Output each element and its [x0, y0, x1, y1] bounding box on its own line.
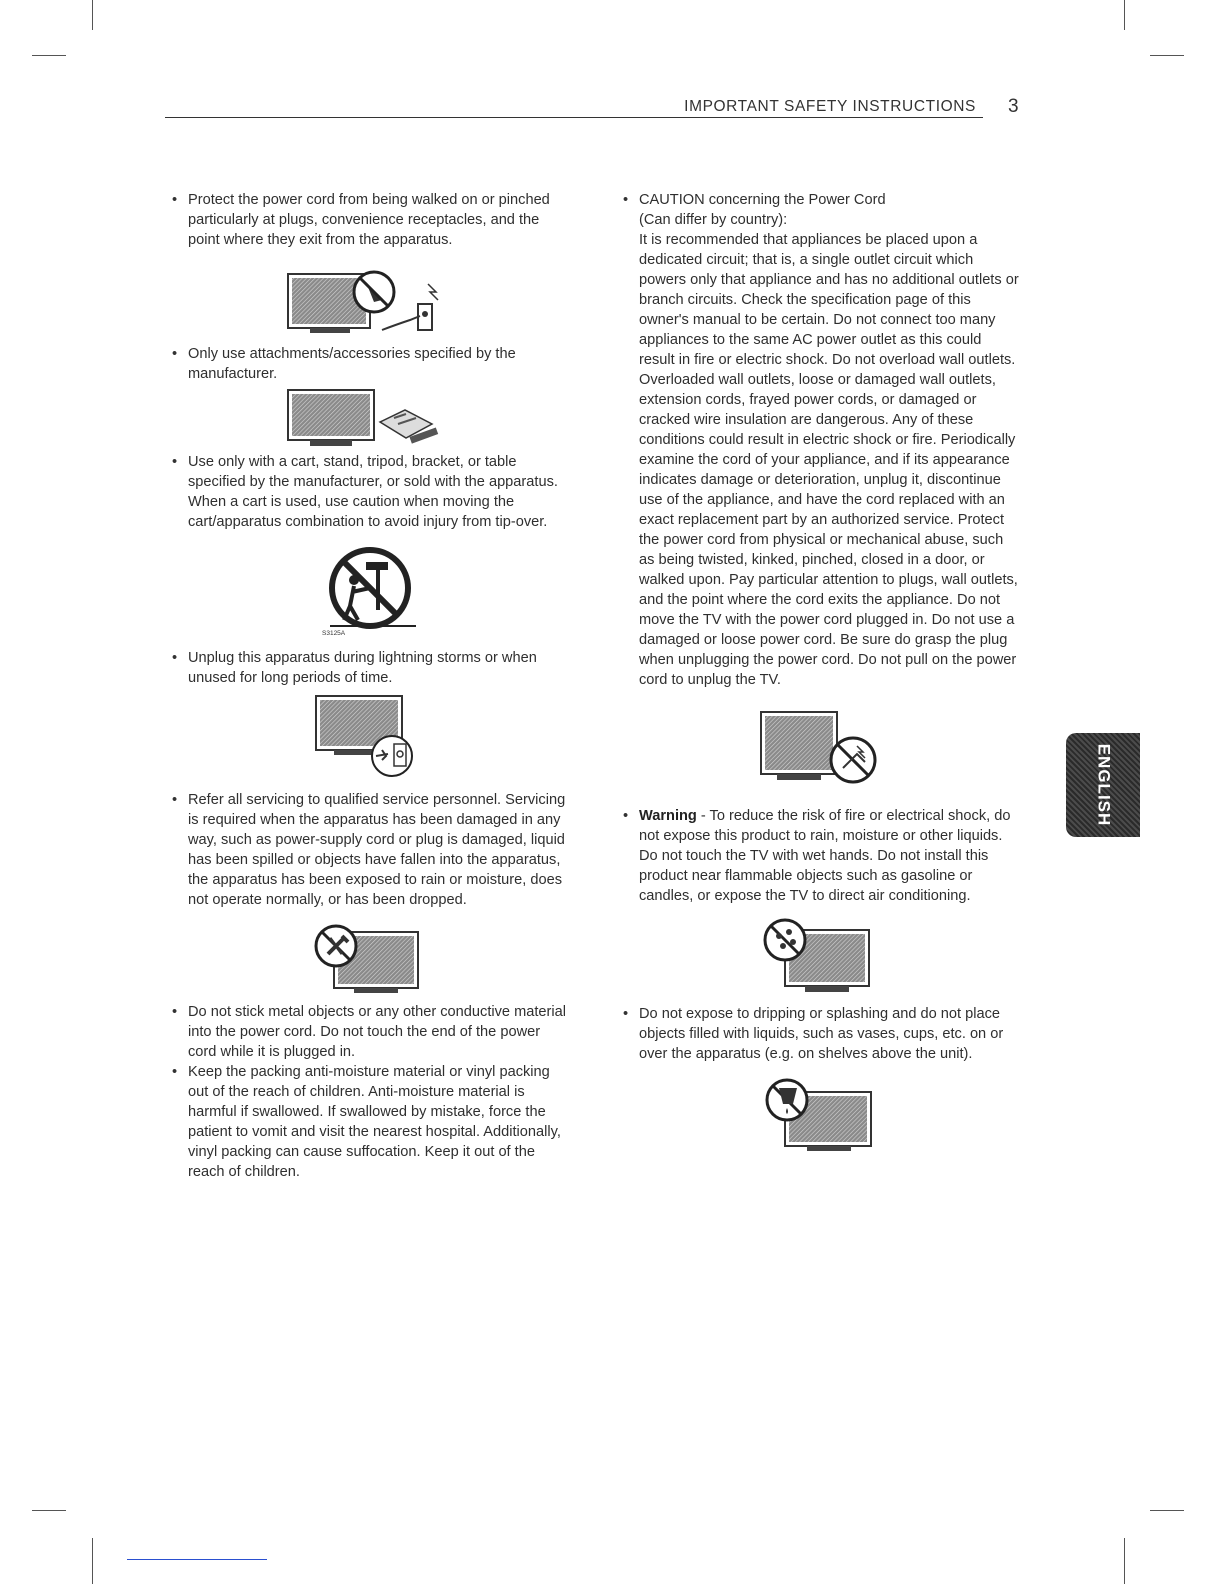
tv-stepped-cord-illustration-icon — [170, 270, 570, 340]
left-column — [170, 190, 570, 1182]
item-text: Only use attachments/accessories specified by the manufacturer. — [188, 346, 516, 382]
crop-mark — [92, 0, 93, 30]
item-text: Do not stick metal objects or any other conductive material into the power cord. Do not touch the end of the power cord while it is plugged in. — [188, 1004, 566, 1060]
list-item — [170, 790, 570, 910]
list-item — [170, 344, 570, 384]
bottom-rule — [127, 1559, 267, 1560]
item-text: Unplug this apparatus during lightning storms or when unused for long periods of time. — [188, 650, 537, 686]
crop-mark — [1124, 1538, 1125, 1584]
warning-label: Warning — [639, 808, 697, 824]
right-column — [621, 190, 1021, 1154]
crop-mark — [32, 55, 66, 56]
unplug-lightning-illustration-icon — [170, 694, 570, 784]
caution-title: • CAUTION concerning the Power Cord — [639, 192, 886, 208]
item-text: Refer all servicing to qualified service personnel. Servicing is required when the apparatus has been damaged in any way, such as power-supply cord or plug is damaged, liquid has been spilled or objects have fallen into the apparatus, the apparatus has been exposed to rain or moisture, does not operate normally, or has been dropped. — [188, 792, 566, 908]
no-self-servicing-icon — [170, 924, 570, 998]
item-text: Keep the packing anti-moisture material or vinyl packing out of the reach of children. Anti-moisture material is harmful if swallowed. If swallowed by mistake, force the patient to vomit and visit the nearest hospital. Additionally, vinyl packing can cause suffocation. Keep it out of the reach of children. — [188, 1064, 561, 1180]
no-overload-outlet-icon — [621, 710, 1021, 800]
cart-tipover-warning-icon — [170, 544, 570, 640]
caution-body: It is recommended that appliances be placed upon a dedicated circuit; that is, a single outlet circuit which powers only that appliance and has no additional outlets or branch circuits. Check the specification page of this owner's manual to be certain. Do not connect too many appliances to the same AC power outlet as this could result in fire or electric shock. Do not overload wall outlets. Overloaded wall outlets, loose or damaged wall outlets, extension cords, frayed power cords, or damaged or cracked wire insulation are dangerous. Any of these conditions could result in electric shock or fire. Periodically examine the cord of your appliance, and if its appearance indicates damage or deterioration, unplug it, discontinue use of the appliance, and have the cord replaced with an exact replacement part by an authorized service. Protect the power cord from physical or mechanical abuse, such as being twisted, kinked, pinched, closed in a door, or walked upon. Pay particular attention to plugs, wall outlets, and the point where the cord exits the appliance. Do not move the TV with the power cord plugged in. Do not use a damaged or loose power cord. Be sure do grasp the plug when unplugging the power cord. Do not pull on the power cord to unplug the TV. — [639, 232, 1019, 688]
no-liquid-vase-icon — [621, 1074, 1021, 1154]
warning-text: - To reduce the risk of fire or electrical shock, do not expose this product to rain, moisture or other liquids. Do not touch the TV with wet hands. Do not install this product near flammable objects such as gasoline or candles, or expose the TV to direct air conditioning. — [639, 808, 1011, 904]
crop-mark — [92, 1538, 93, 1584]
crop-mark — [32, 1510, 66, 1511]
warning-item — [621, 806, 1021, 906]
list-item — [170, 190, 570, 250]
list-item — [170, 1002, 570, 1062]
crop-mark — [1150, 55, 1184, 56]
list-item — [170, 452, 570, 532]
language-tab — [1066, 733, 1140, 837]
list-item — [170, 648, 570, 688]
page-title: IMPORTANT SAFETY INSTRUCTIONS — [684, 98, 976, 115]
caution-item — [621, 190, 1021, 690]
item-text: Protect the power cord from being walked on or pinched particularly at plugs, convenience receptacles, and the point where they exit from the apparatus. — [188, 192, 550, 248]
crop-mark — [1150, 1510, 1184, 1511]
list-item — [170, 1062, 570, 1182]
page-number: 3 — [1008, 96, 1019, 117]
header-rule — [165, 117, 983, 118]
no-rain-moisture-icon — [621, 918, 1021, 996]
cart-code: S3125A — [322, 630, 346, 637]
dripping-text: Do not expose to dripping or splashing and do not place objects filled with liquids, such as vases, cups, etc. on or over the apparatus (e.g. on shelves above the unit). — [639, 1006, 1004, 1062]
caution-subtitle: (Can differ by country): — [639, 212, 788, 228]
item-text: Use only with a cart, stand, tripod, bracket, or table specified by the manufacturer, or sold with the apparatus. When a cart is used, use caution when moving the cart/apparatus combination to avoid injury from tip-over. — [188, 454, 558, 530]
crop-mark — [1124, 0, 1125, 30]
language-tab-label: ENGLISH — [1094, 743, 1113, 827]
list-item — [621, 1004, 1021, 1064]
tv-accessories-illustration-icon — [170, 388, 570, 450]
